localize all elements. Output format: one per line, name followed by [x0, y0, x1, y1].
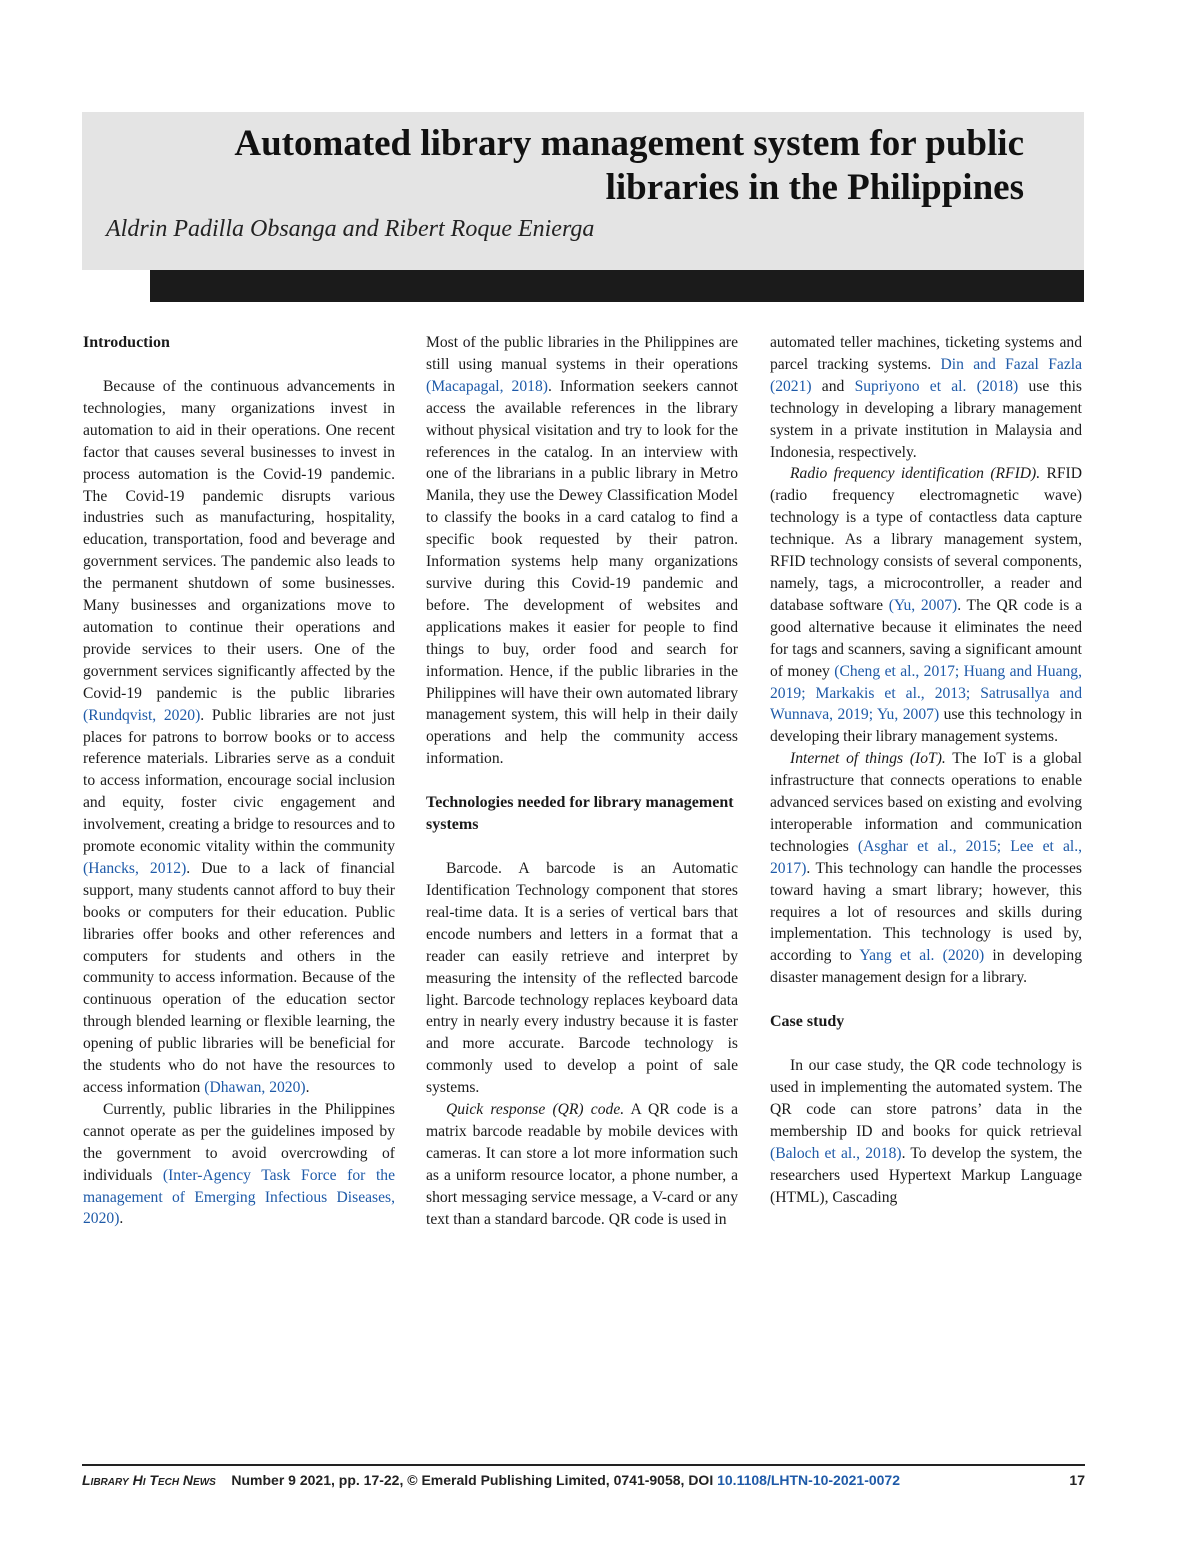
text-run: .: [119, 1210, 124, 1228]
article-title: Automated library management system for public libraries in the Philippines: [234, 123, 1024, 208]
paragraph: [83, 1099, 395, 1230]
text-run: use this technology in developing their library management systems.: [770, 706, 1082, 746]
journal-name: Library Hi Tech News: [82, 1472, 216, 1488]
citation: Number 9 2021, pp. 17-22, © Emerald Publishing Limited, 0741-9058, DOI: [231, 1472, 714, 1488]
paragraph: [770, 1055, 1082, 1208]
citation-link[interactable]: (Baloch et al., 2018): [770, 1144, 902, 1162]
citation-link[interactable]: (Rundqvist, 2020): [83, 706, 201, 724]
text-run: in developing disaster management design for a library.: [770, 947, 1083, 987]
text-run: The IoT is a global infrastructure that connects operations to enable advanced services based on existing and evolving interoperable information and communication technologies: [770, 750, 1082, 855]
section-heading-case-study: Case study: [770, 1013, 845, 1031]
footer-rule: [82, 1464, 1085, 1466]
footer: [82, 1472, 1085, 1488]
citation-link[interactable]: Din and Fazal Fazla (2021): [770, 355, 1083, 395]
text-run: and: [811, 377, 855, 395]
citation-link[interactable]: Supriyono et al. (2018): [854, 377, 1019, 395]
citation-link[interactable]: (Macapagal, 2018): [426, 377, 548, 395]
text-run: Barcode. A barcode is an Automatic Identification Technology component that stores real-time data. It is a series of vertical bars that encode numbers and letters in a format that a reader can easily retrieve and interpret by measuring the intensity of the reflected barcode light. Barcode technology replaces keyboard data entry in nearly every industry because it is faster and more accurate. Barcode technology is commonly used to develop a point of sale systems.: [426, 860, 738, 1097]
section-heading-technologies: Technologies needed for library management systems: [426, 794, 734, 834]
citation-link[interactable]: (Inter-Agency Task Force for the management of Emerging Infectious Diseases, 2020): [83, 1166, 395, 1228]
text-run: . To develop the system, the researchers used Hypertext Markup Language (HTML), Cascading: [770, 1144, 1082, 1206]
citation-link[interactable]: Yang et al. (2020): [859, 947, 985, 965]
citation-link[interactable]: (Yu, 2007): [888, 596, 958, 614]
citation-link[interactable]: (Dhawan, 2020): [204, 1079, 306, 1096]
text-run: . Due to a lack of financial support, many students cannot afford to buy their books or computers for their education. Public libraries offer books and other references and computers for students and others in the community to access information. Because of the continuous operation of the education sector through blended learning or flexible learning, the opening of public libraries will be beneficial for the students who do not have the resources to access information: [83, 859, 395, 1096]
citation-link[interactable]: (Asghar et al., 2015; Lee et al., 2017): [770, 837, 1082, 877]
section-heading-introduction: Introduction: [83, 334, 170, 351]
paragraph: [770, 463, 1082, 748]
paragraph: [770, 748, 1082, 989]
page-number: 17: [1069, 1472, 1085, 1488]
text-run: In our case study, the QR code technology is used in implementing the automated system. The QR code can store patrons’ data in the membership ID and books for quick retrieval: [770, 1057, 1082, 1140]
paragraph: [426, 332, 738, 770]
text-run: Radio frequency identification (RFID).: [790, 465, 1041, 483]
text-run: Most of the public libraries in the Philippines are still using manual systems in their operations: [426, 334, 738, 373]
column-2: [426, 332, 738, 1231]
text-run: . Public libraries are not just places for patrons to borrow books or to access reference materials. Libraries serve as a conduit to access information, encourage social inclusion and equity, foster civic engagement and involvement, creating a bridge to resources and to promote economic vitality within the community: [83, 706, 396, 856]
citation-link[interactable]: (Hancks, 2012): [83, 859, 187, 877]
citation-link[interactable]: (Cheng et al., 2017; Huang and Huang, 2019; Markakis et al., 2013; Satrusallya and Wunnava, 2019; Yu, 2007): [770, 662, 1082, 724]
article-authors: Aldrin Padilla Obsanga and Ribert Roque Enierga: [106, 216, 595, 242]
text-run: . Information seekers cannot access the available references in the library without physical visitation and try to look for the references in the catalog. In an interview with one of the librarians in a public library in Metro Manila, they use the Dewey Classification Model to classify the books in a card catalog to find a specific book requested by their patron. Information systems help many organizations survive during this Covid-19 pandemic and before. The development of websites and applications makes it easier for people to find things to buy, order food and search for information. Hence, if the public libraries in the Philippines will have their own automated library management system, this will help in their daily operations and help the community access information.: [426, 377, 738, 768]
text-run: RFID (radio frequency electromagnetic wave) technology is a type of contactless data capture technique. As a library management system, RFID technology consists of several components, namely, tags, a microcontroller, a reader and database software: [770, 465, 1082, 614]
column-3: [770, 332, 1082, 1209]
paragraph: [426, 858, 738, 1099]
text-run: automated teller machines, ticketing systems and parcel tracking systems.: [770, 334, 1082, 373]
column-1: [83, 332, 395, 1230]
text-run: .: [305, 1079, 310, 1096]
text-run: use this technology in developing a library management system in a private institution in Malaysia and Indonesia, respectively.: [770, 377, 1082, 461]
text-run: Internet of things (IoT).: [790, 750, 946, 768]
text-run: Quick response (QR) code.: [446, 1101, 625, 1119]
doi-link[interactable]: 10.1108/LHTN-10-2021-0072: [717, 1472, 901, 1488]
text-run: . The QR code is a good alternative because it eliminates the need for tags and scanners, saving a significant amount of money: [770, 596, 1082, 680]
paragraph: [83, 376, 395, 1099]
text-run: A QR code is a matrix barcode readable by mobile devices with cameras. It can store a lot more information such as a uniform resource locator, a phone number, a short messaging service message, a V-card or any text than a standard barcode. QR code is used in: [426, 1101, 738, 1228]
paragraph: [426, 1099, 738, 1230]
paragraph: [770, 332, 1082, 463]
text-run: . This technology can handle the processes toward having a smart library; however, this requires a lot of resources and skills during implementation. This technology is used by, according to: [770, 859, 1082, 965]
header-shadow-bottom: [150, 270, 1084, 302]
text-run: Currently, public libraries in the Philippines cannot operate as per the guidelines imposed by the government to avoid overcrowding of individuals: [83, 1100, 395, 1184]
text-run: Because of the continuous advancements in technologies, many organizations invest in automation to aid in their operations. One recent factor that causes several businesses to invest in process automation is the Covid-19 pandemic. The Covid-19 pandemic disrupts various industries such as manufacturing, hospitality, education, transportation, food and beverage and government services. The pandemic also leads to the permanent shutdown of some businesses. Many businesses and organizations move to automation to continue their operations and provide services to their users. One of the government services significantly affected by the Covid-19 pandemic is the public libraries: [83, 378, 395, 702]
